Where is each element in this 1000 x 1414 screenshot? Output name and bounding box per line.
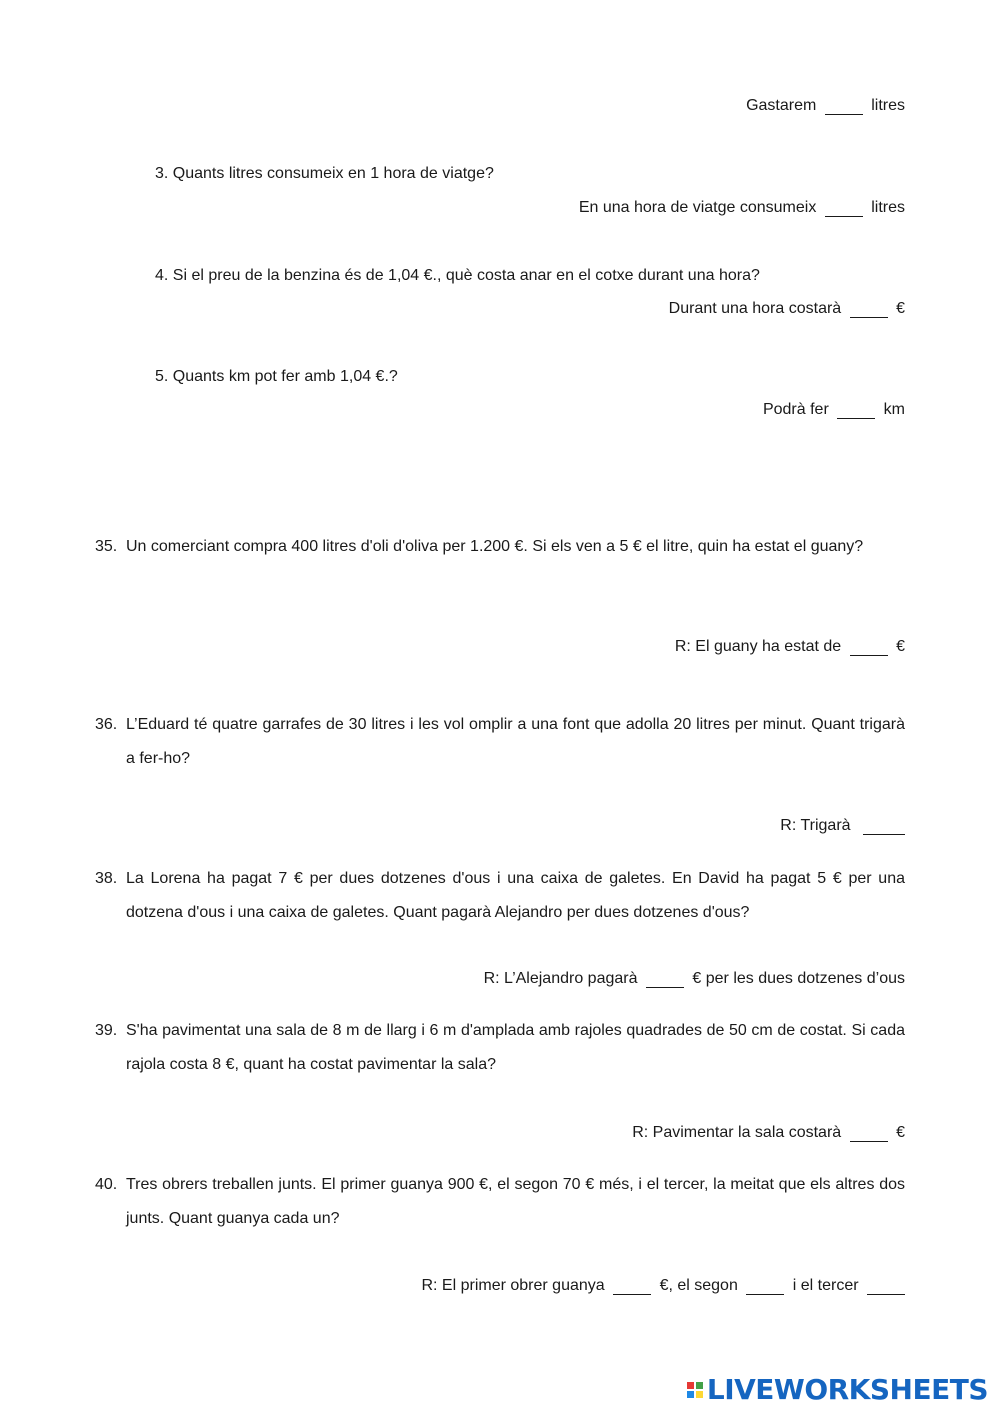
subquestion-4: 4. Si el preu de la benzina és de 1,04 €., què costa anar en el cotxe durant una hora? [155,267,760,284]
liveworksheets-logo-icon [687,1382,703,1398]
problem-38-number: 38. [95,870,118,887]
problem-39-number: 39. [95,1022,118,1039]
answer-costara [669,298,905,320]
answer-alejandro-pre: R: L’Alejandro pagarà [483,970,638,987]
answer-trigara [780,815,905,837]
answer-guany-post: € [896,638,905,655]
logo-square-2 [696,1382,703,1389]
una-hora-input[interactable] [825,201,863,217]
problem-35-number: 35. [95,538,118,555]
obrer3-input[interactable] [867,1279,905,1295]
answer-trigara-pre: R: Trigarà [780,817,851,834]
problem-35-text: Un comerciant compra 400 litres d'oli d'oliva per 1.200 €. Si els ven a 5 € el litre, quin ha estat el guany? [126,538,864,555]
alejandro-input[interactable] [646,972,684,988]
problem-39-text: S'ha pavimentat una sala de 8 m de llarg i 6 m d'amplada amb rajoles quadrades de 50 cm de costat. Si cada rajola costa 8 €, quant ha costat pavimentar la sala? [126,1022,905,1073]
answer-alejandro [484,968,905,990]
subquestion-3: 3. Quants litres consumeix en 1 hora de viatge? [155,165,494,182]
liveworksheets-logo-text: LIVEWORKSHEETS [706,1373,988,1406]
problem-36-text: L’Eduard té quatre garrafes de 30 litres i les vol omplir a una font que adolla 20 litres per minut. Quant trigarà a fer-ho? [126,716,905,767]
answer-pavimentar-pre: R: Pavimentar la sala costarà [632,1124,842,1141]
answer-podra-pre: Podrà fer [762,401,829,418]
answer-alejandro-post: € per les dues dotzenes d’ous [692,970,905,987]
answer-gastarem-pre: Gastarem [746,97,817,114]
problem-36-number: 36. [95,716,118,733]
answer-una-hora-post: litres [871,199,905,216]
logo-square-1 [687,1382,694,1389]
answer-una-hora-pre: En una hora de viatge consumeix [578,199,817,216]
answer-gastarem-post: litres [871,97,905,114]
trigara-input[interactable] [863,819,905,835]
logo-square-4 [696,1391,703,1398]
answer-gastarem [746,95,905,117]
answer-podra-post: km [883,401,905,418]
liveworksheets-logo [687,1373,988,1406]
answer-podra [763,399,905,421]
answer-pavimentar [632,1122,905,1144]
pavimentar-input[interactable] [850,1126,888,1142]
answer-una-hora [579,197,905,219]
costara-input[interactable] [850,302,888,318]
answer-costara-pre: Durant una hora costarà [668,300,842,317]
answer-obrers [421,1275,905,1297]
obrer2-input[interactable] [746,1279,784,1295]
gastarem-input[interactable] [825,99,863,115]
problem-40-text: Tres obrers treballen junts. El primer guanya 900 €, el segon 70 € més, i el tercer, la meitat que els altres dos junts. Quant guanya cada un? [126,1176,905,1227]
answer-costara-post: € [896,300,905,317]
subquestion-5: 5. Quants km pot fer amb 1,04 €.? [155,368,398,385]
problem-38-text: La Lorena ha pagat 7 € per dues dotzenes d'ous i una caixa de galetes. En David ha pagat 5 € per una dotzena d'ous i una caixa de galetes. Quant pagarà Alejandro per dues dotzenes d'ous? [126,870,905,921]
answer-obrers-pre: R: El primer obrer guanya [421,1277,605,1294]
answer-pavimentar-post: € [896,1124,905,1141]
logo-square-3 [687,1391,694,1398]
obrer1-input[interactable] [613,1279,651,1295]
answer-guany-pre: R: El guany ha estat de [674,638,842,655]
podra-input[interactable] [837,403,875,419]
answer-obrers-mid1: €, el segon [659,1277,738,1294]
guany-input[interactable] [850,640,888,656]
answer-obrers-mid2: i el tercer [792,1277,859,1294]
problem-40-number: 40. [95,1176,118,1193]
answer-guany [675,636,905,658]
